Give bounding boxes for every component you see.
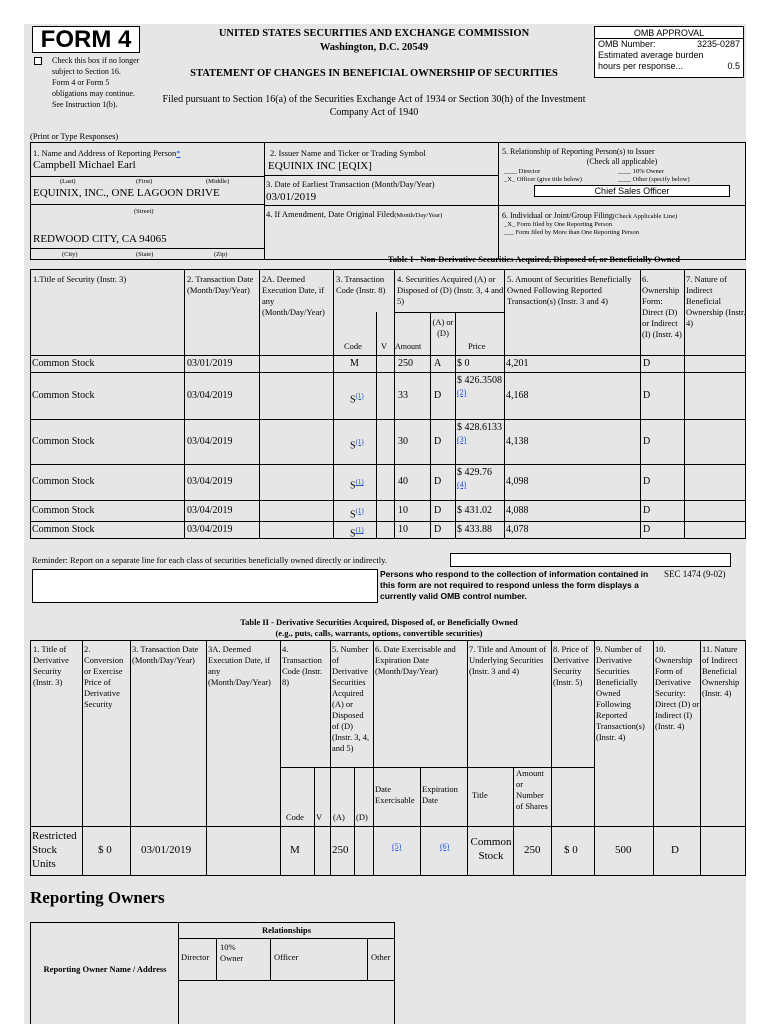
amendment-label: 4. If Amendment, Date Original Filed(Month/Day/Year)	[266, 209, 443, 219]
t1-row-code-footnote[interactable]: (1)	[355, 506, 364, 515]
t1-row-amount: 30	[398, 435, 408, 447]
city-state-zip: REDWOOD CITY, CA 94065	[33, 233, 167, 245]
no-longer-subject-checkbox[interactable]	[34, 57, 42, 65]
issuer-value: EQUINIX INC [EQIX]	[268, 160, 372, 172]
t2-sub-a: (A)	[333, 812, 345, 822]
t1-h-date: 2. Transaction Date (Month/Day/Year)	[187, 274, 254, 295]
reporting-person-label: 1. Name and Address of Reporting Person*	[33, 148, 181, 158]
t1-row-date: 03/01/2019	[187, 357, 233, 369]
t1-row-price-value: $ 433.88	[457, 524, 492, 535]
table2-title: Table II - Derivative Securities Acquired, Disposed of, or Beneficially Owned	[240, 617, 518, 627]
t1-row-code-footnote[interactable]: (1)	[355, 478, 364, 486]
omb-burden-label: Estimated average burden	[598, 50, 704, 60]
t1-h-form: 6. Ownership Form: Direct (D) or Indirect (I) (Instr. 4)	[642, 274, 682, 339]
t1-row-price-value: $ 428.6133	[457, 422, 502, 433]
t2-row-expiration-footnote[interactable]: (6)	[440, 842, 450, 851]
table2-subtitle: (e.g., puts, calls, warrants, options, convertible securities)	[275, 628, 483, 638]
other-check: ____ Other (specify below)	[618, 176, 690, 183]
t1-row-title: Common Stock	[32, 435, 95, 447]
t1-row-date: 03/04/2019	[187, 504, 233, 516]
t1-row-amount: 10	[398, 524, 408, 535]
t1-row-title: Common Stock	[32, 389, 95, 401]
t1-h-acquired: 4. Securities Acquired (A) or Disposed of (D) (Instr. 3, 4 and 5)	[397, 274, 504, 306]
table1	[30, 269, 746, 539]
t1-row-code-value: S	[350, 439, 356, 451]
t1-row-price-value: $ 429.76	[457, 467, 492, 478]
filing-label: 6. Individual or Joint/Group Filing(Check Applicable Line)	[502, 211, 678, 220]
t1-row-ad: D	[434, 389, 442, 401]
t1-row-form: D	[643, 435, 651, 447]
t2-row-title: Restricted Stock Units	[32, 830, 77, 870]
t1-h-owned: 5. Amount of Securities Beneficially Owned Following Reported Transaction(s) (Instr. 3 and 4)	[507, 274, 632, 306]
t2-row-underlying-title: Common Stock	[470, 836, 512, 862]
relationship-sub: (Check all applicable)	[586, 157, 658, 166]
t1-row-form: D	[643, 524, 651, 535]
table1-title: Table I - Non-Derivative Securities Acquired, Disposed of, or Beneficially Owned	[387, 254, 680, 264]
officer-check: _X_ Officer (give title below)	[504, 176, 582, 183]
earliest-date-label: 3. Date of Earliest Transaction (Month/Day/Year)	[266, 179, 435, 189]
last-label: (Last)	[60, 178, 76, 185]
t2-h-conversion: 2. Conversion or Exercise Price of Derivative Security	[84, 644, 124, 709]
t2-sub-expiration: Expiration Date	[422, 784, 458, 805]
t1-row-code-value: S	[350, 508, 356, 520]
t2-h-title: 1. Title of Derivative Security (Instr. 3)	[33, 644, 69, 687]
t1-row-amount: 33	[398, 389, 408, 401]
t1-row-title: Common Stock	[32, 357, 95, 369]
t1-sub-amount: Amount	[395, 342, 422, 351]
owner-name-header: Reporting Owner Name / Address	[43, 964, 167, 974]
statement-title: STATEMENT OF CHANGES IN BENEFICIAL OWNERSHIP OF SECURITIES	[190, 68, 558, 79]
t1-row-owned: 4,138	[506, 435, 529, 447]
t2-sub-v: V	[316, 812, 323, 822]
t2-h-number: 5. Number of Derivative Securities Acquired (A) or Disposed of (D) (Instr. 3, 4, and 5)	[332, 644, 370, 753]
t2-row-date: 03/01/2019	[141, 844, 192, 856]
t2-sub-code: Code	[286, 812, 304, 822]
t1-row-amount: 10	[398, 504, 408, 516]
t2-h-nature: 11. Nature of Indirect Beneficial Ownership (Instr. 4)	[702, 644, 740, 698]
officer-title: Chief Sales Officer	[534, 185, 730, 197]
t2-h-date: 3. Transaction Date (Month/Day/Year)	[132, 644, 199, 665]
t1-row-price-value: $ 431.02	[457, 504, 492, 516]
t2-h-code: 4. Transaction Code (Instr. 8)	[282, 644, 323, 687]
t1-row-code-value: M	[350, 357, 359, 369]
city-label: (City)	[62, 251, 78, 258]
t2-row-underlying-amount: 250	[524, 844, 541, 856]
t1-row-code	[350, 476, 364, 492]
t2-h-deemed: 3A. Deemed Execution Date, if any (Month/Day/Year)	[208, 644, 271, 687]
reminder-text: Reminder: Report on a separate line for each class of securities beneficially owned directly or indirectly.	[32, 555, 387, 565]
t1-row-price-footnote[interactable]: (3)	[457, 435, 467, 444]
t1-row-price	[457, 467, 505, 491]
omb-hours-label: hours per response...	[598, 61, 684, 71]
t2-row-conversion: $ 0	[98, 844, 112, 856]
t1-row-owned: 4,168	[506, 389, 529, 401]
sec-code: SEC 1474 (9-02)	[664, 569, 726, 579]
agency-location: Washington, D.C. 20549	[319, 42, 429, 53]
t1-row-code-value: S	[350, 528, 356, 540]
t1-row-code-value: S	[350, 393, 356, 405]
t1-row-ad: D	[434, 435, 442, 447]
omb-header: OMB APPROVAL	[595, 27, 743, 39]
t1-row-owned: 4,098	[506, 476, 529, 487]
t1-row-title: Common Stock	[32, 524, 95, 535]
first-label: (First)	[136, 178, 153, 185]
t1-row-owned: 4,078	[506, 524, 529, 535]
t1-h-deemed: 2A. Deemed Execution Date, if any (Month/Day/Year)	[262, 274, 325, 317]
t1-row-price	[457, 505, 505, 517]
omb-number-value: 3235-0287	[696, 39, 740, 49]
omb-hours-value: 0.5	[727, 61, 740, 71]
form-page	[24, 24, 746, 1024]
ten-pct-check: ____ 10% Owner	[618, 168, 664, 175]
t2-h-underlying: 7. Title and Amount of Underlying Securities (Instr. 3 and 4)	[469, 644, 547, 676]
street-address: EQUINIX, INC., ONE LAGOON DRIVE	[33, 187, 220, 199]
t1-h-code: 3. Transaction Code (Instr. 8)	[336, 274, 386, 295]
form-title: FORM 4	[32, 26, 140, 53]
t1-row-date: 03/04/2019	[187, 389, 233, 401]
t1-h-title: 1.Title of Security (Instr. 3)	[33, 274, 127, 284]
t1-row-date: 03/04/2019	[187, 524, 233, 535]
t1-row-ad: A	[434, 357, 442, 369]
filing-one-person: _X_ Form filed by One Reporting Person	[504, 221, 612, 228]
t1-row-owned: 4,201	[506, 357, 529, 369]
checkbox-text: Check this box if no longer subject to Section 16. Form 4 or Form 5 obligations may continue. See Instruction 1(b).	[52, 56, 140, 109]
t2-sub-title: Title	[472, 790, 488, 800]
t1-row-title: Common Stock	[32, 504, 95, 516]
t1-row-form: D	[643, 389, 651, 401]
owners-ten-pct: 10% Owner	[220, 942, 244, 963]
filed-pursuant: Filed pursuant to Section 16(a) of the Securities Exchange Act of 1934 or Section 30(h) of the Investment Company Act of 1940	[162, 94, 586, 118]
persons-notice: Persons who respond to the collection of information contained in this form are not required to respond unless the form displays a currently valid OMB control number.	[380, 569, 649, 601]
t1-row-price-value: $ 0	[457, 357, 470, 369]
t1-row-price	[457, 422, 505, 446]
t1-row-code-footnote[interactable]: (1)	[355, 437, 364, 446]
t2-row-code: M	[290, 844, 300, 856]
relationships-header: Relationships	[261, 925, 312, 935]
t1-row-code-footnote[interactable]: (1)	[355, 391, 364, 400]
t1-row-ad: D	[434, 504, 442, 516]
t2-h-form: 10. Ownership Form of Derivative Security: Direct (D) or Indirect (I) (Instr. 4)	[655, 644, 700, 731]
owners-officer: Officer	[274, 952, 299, 962]
t1-row-code	[350, 524, 364, 540]
t1-row-title: Common Stock	[32, 476, 95, 487]
t1-row-code-footnote[interactable]: (1)	[355, 526, 364, 534]
t2-h-owned: 9. Number of Derivative Securities Beneficially Owned Following Reported Transaction(s) (Instr. 4)	[596, 644, 645, 742]
issuer-label: 2. Issuer Name and Ticker or Trading Symbol	[270, 148, 426, 158]
t2-sub-exercisable: Date Exercisable	[375, 784, 415, 805]
t2-h-price: 8. Price of Derivative Security (Instr. 5)	[553, 644, 589, 687]
t1-row-price-footnote[interactable]: (4)	[457, 480, 467, 489]
t1-sub-v: V	[381, 341, 388, 351]
print-note: (Print or Type Responses)	[30, 131, 119, 141]
t1-row-code-value: S	[350, 480, 356, 492]
t1-h-nature: 7. Nature of Indirect Beneficial Ownership (Instr. 4)	[686, 274, 746, 328]
t1-row-price	[457, 358, 505, 370]
t1-row-date: 03/04/2019	[187, 476, 233, 487]
street-label: (Street)	[134, 208, 154, 215]
middle-label: (Middle)	[206, 178, 230, 185]
t1-sub-ad: (A) or (D)	[432, 317, 454, 338]
t1-row-form: D	[643, 357, 651, 369]
filing-more-persons: ___ Form filed by More than One Reporting Person	[504, 229, 640, 236]
t1-sub-code: Code	[344, 341, 362, 351]
t1-row-ad: D	[434, 524, 442, 535]
director-check: ____ Director	[504, 168, 541, 175]
t1-row-code	[350, 390, 364, 406]
t2-sub-d: (D)	[356, 812, 368, 822]
t1-row-price-footnote[interactable]: (2)	[457, 388, 467, 397]
t1-row-code	[350, 436, 364, 452]
reporting-person-name: Campbell Michael Earl	[33, 159, 136, 171]
notice-left-box	[32, 569, 378, 603]
t1-row-price	[457, 524, 505, 536]
t2-row-acquired: 250	[332, 844, 349, 856]
state-label: (State)	[136, 251, 154, 258]
t1-row-ad: D	[434, 476, 442, 487]
t1-row-owned: 4,088	[506, 504, 529, 516]
zip-label: (Zip)	[214, 251, 228, 258]
reminder-box	[450, 553, 731, 567]
t2-h-exercisable: 6. Date Exercisable and Expiration Date (Month/Day/Year)	[375, 644, 456, 676]
t2-row-owned: 500	[615, 844, 632, 856]
owners-director: Director	[181, 952, 210, 962]
t2-row-exercisable-footnote[interactable]: (5)	[392, 842, 402, 851]
agency-name: UNITED STATES SECURITIES AND EXCHANGE COMMISSION	[218, 28, 530, 39]
t1-row-amount: 40	[398, 476, 408, 487]
t1-row-form: D	[643, 476, 651, 487]
t1-row-price	[457, 375, 505, 399]
reporting-owners-heading: Reporting Owners	[30, 888, 165, 907]
t1-row-code	[350, 505, 364, 521]
t2-sub-amount: Amount or Number of Shares	[516, 768, 548, 811]
owners-other: Other	[371, 952, 391, 962]
t1-row-form: D	[643, 504, 651, 516]
t1-row-amount: 250	[398, 357, 413, 369]
t2-row-deriv-price: $ 0	[564, 844, 578, 856]
relationship-label: 5. Relationship of Reporting Person(s) to Issuer	[502, 147, 655, 156]
omb-number-label: OMB Number:	[598, 39, 656, 49]
t1-row-code	[350, 358, 359, 370]
earliest-date-value: 03/01/2019	[266, 191, 317, 203]
t1-row-date: 03/04/2019	[187, 435, 233, 447]
t1-sub-price: Price	[468, 341, 486, 351]
omb-approval-box	[594, 26, 744, 78]
t1-row-price-value: $ 426.3508	[457, 375, 502, 386]
t2-row-form: D	[671, 844, 679, 856]
